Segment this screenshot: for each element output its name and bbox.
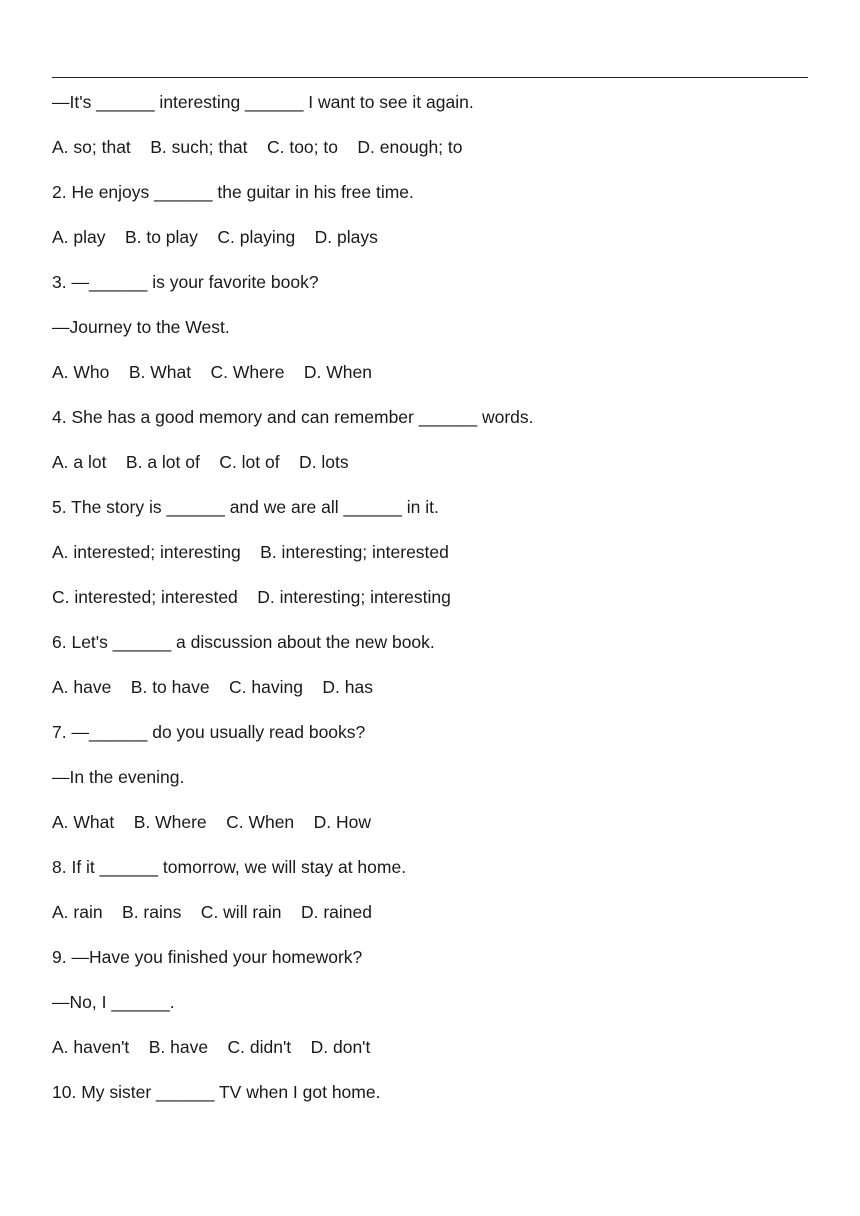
answer-line: —In the evening. <box>52 767 185 787</box>
question-line: —It's ______ interesting ______ I want to see it again. <box>52 92 474 112</box>
options-line: A. play B. to play C. playing D. plays <box>52 227 378 247</box>
question-line: 10. My sister ______ TV when I got home. <box>52 1082 381 1102</box>
options-line: A. a lot B. a lot of C. lot of D. lots <box>52 452 349 472</box>
options-line: A. haven't B. have C. didn't D. don't <box>52 1037 371 1057</box>
question-line: 9. —Have you finished your homework? <box>52 947 363 967</box>
options-line: A. rain B. rains C. will rain D. rained <box>52 902 372 922</box>
question-line: 2. He enjoys ______ the guitar in his free time. <box>52 182 414 202</box>
options-line: A. have B. to have C. having D. has <box>52 677 373 697</box>
question-line: 7. —______ do you usually read books? <box>52 722 366 742</box>
question-list <box>52 88 812 1123</box>
answer-line: —Journey to the West. <box>52 317 230 337</box>
question-line: 4. She has a good memory and can remember ______ words. <box>52 407 534 427</box>
question-line: 3. —______ is your favorite book? <box>52 272 319 292</box>
options-line: C. interested; interested D. interesting; interesting <box>52 587 451 607</box>
options-line: A. so; that B. such; that C. too; to D. enough; to <box>52 137 463 157</box>
question-line: 8. If it ______ tomorrow, we will stay at home. <box>52 857 407 877</box>
question-line: 6. Let's ______ a discussion about the new book. <box>52 632 435 652</box>
answer-line: —No, I ______. <box>52 992 175 1012</box>
options-line: A. What B. Where C. When D. How <box>52 812 371 832</box>
header-rule <box>52 77 808 78</box>
options-line: A. interested; interesting B. interesting; interested <box>52 542 449 562</box>
question-line: 5. The story is ______ and we are all ______ in it. <box>52 497 439 517</box>
options-line: A. Who B. What C. Where D. When <box>52 362 372 382</box>
